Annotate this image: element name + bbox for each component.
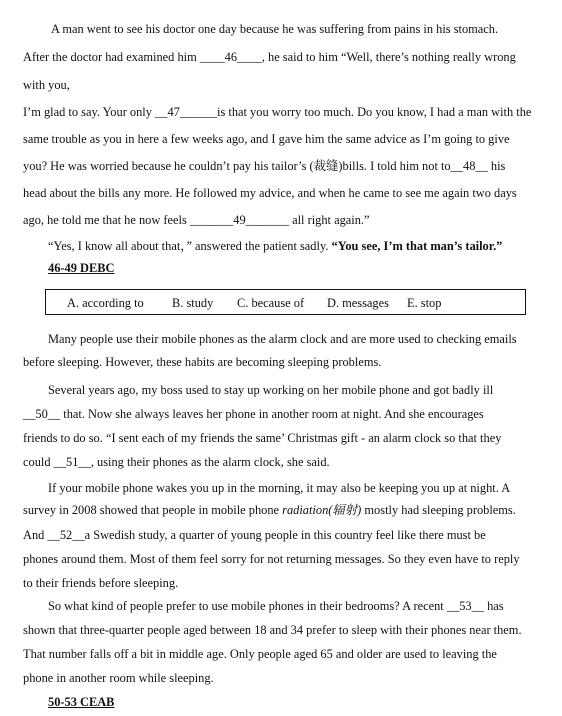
option-e: E. stop bbox=[407, 296, 442, 310]
p2-para4-line-4: phone in another room while sleeping. bbox=[23, 671, 214, 685]
answer-key-50-53: 50-53 CEAB bbox=[48, 695, 115, 709]
p2-para3-line-1: If your mobile phone wakes you up in the morning, it may also be keeping you up at night. A bbox=[48, 481, 511, 495]
blank-50[interactable]: __50__ bbox=[23, 407, 61, 421]
p2-para4-line-3: That number falls off a bit in middle age. Only people aged 65 and older are used to leaving the bbox=[23, 647, 497, 661]
p2-para2-line-1: Several years ago, my boss used to stay up working on her mobile phone and got badly ill bbox=[48, 383, 494, 397]
p1-line-8: ago, he told me that he now feels _______49_______ all right again.” bbox=[23, 213, 370, 227]
blank-51[interactable]: __51__ bbox=[53, 455, 91, 469]
option-d: D. messages bbox=[327, 296, 389, 310]
answer-key-46-49: 46-49 DEBC bbox=[48, 261, 115, 275]
options-box bbox=[45, 289, 526, 315]
p2-para3-line-5: to their friends before sleeping. bbox=[23, 576, 179, 590]
p2-para2-line-4: could __51__, using their phones as the alarm clock, she said. bbox=[23, 455, 330, 469]
p1-line-7: head about the bills any more. He followed my advice, and when he came to see me again two days bbox=[23, 186, 517, 200]
p1-line-4: I’m glad to say. Your only __47______is that you worry too much. Do you know, I had a man with the bbox=[23, 105, 532, 119]
option-b: B. study bbox=[172, 296, 214, 310]
p1-line-3: with you, bbox=[23, 78, 70, 92]
blank-53[interactable]: __53__ bbox=[446, 599, 484, 613]
p2-para2-line-2: __50__ that. Now she always leaves her phone in another room at night. And she encourages bbox=[23, 407, 484, 421]
blank-46[interactable]: ____46____ bbox=[199, 50, 262, 64]
p2-para3-line-3: And __52__a Swedish study, a quarter of young people in this country feel like there must be bbox=[23, 528, 486, 542]
p2-para1-line-2: before sleeping. However, these habits are becoming sleeping problems. bbox=[23, 355, 382, 369]
p2-para1-line-1: Many people use their mobile phones as the alarm clock and are more used to checking emails bbox=[48, 332, 517, 346]
blank-48[interactable]: __48__ bbox=[450, 159, 488, 173]
p1-line-6: you? He was worried because he couldn’t pay his tailor’s (裁缝)bills. I told him not to__48__ his bbox=[23, 159, 506, 173]
p2-para4-line-1: So what kind of people prefer to use mobile phones in their bedrooms? A recent __53__ has bbox=[48, 599, 504, 613]
blank-47[interactable]: __47______ bbox=[155, 105, 218, 119]
option-c: C. because of bbox=[237, 296, 305, 310]
blank-52[interactable]: __52__ bbox=[47, 528, 85, 542]
p2-para3-line-4: phones around them. Most of them feel sorry for not returning messages. So they even have to reply bbox=[23, 552, 520, 566]
p1-line-1: A man went to see his doctor one day because he was suffering from pains in his stomach. bbox=[51, 22, 499, 36]
p2-para4-line-2: shown that three-quarter people aged between 18 and 34 prefer to sleep with their phones near them. bbox=[23, 623, 522, 637]
p1-line-2: After the doctor had examined him ____46____, he said to him “Well, there’s nothing really wrong bbox=[23, 50, 516, 64]
p2-para3-line-2: survey in 2008 showed that people in mobile phone radiation(辐射) mostly had sleeping problems. bbox=[23, 503, 516, 517]
p1-line-5: same trouble as you in here a few weeks ago, and I gave him the same advice as I’m going to give bbox=[23, 132, 510, 146]
p2-para2-line-3: friends to do so. “I sent each of my friends the same’ Christmas gift - an alarm clock so that they bbox=[23, 431, 502, 445]
option-a: A. according to bbox=[67, 296, 144, 310]
blank-49[interactable]: _______49_______ bbox=[189, 213, 290, 227]
p1-line-9: “Yes, I know all about that，” answered the patient sadly. “You see, I’m that man’s tailor.” bbox=[48, 239, 503, 253]
